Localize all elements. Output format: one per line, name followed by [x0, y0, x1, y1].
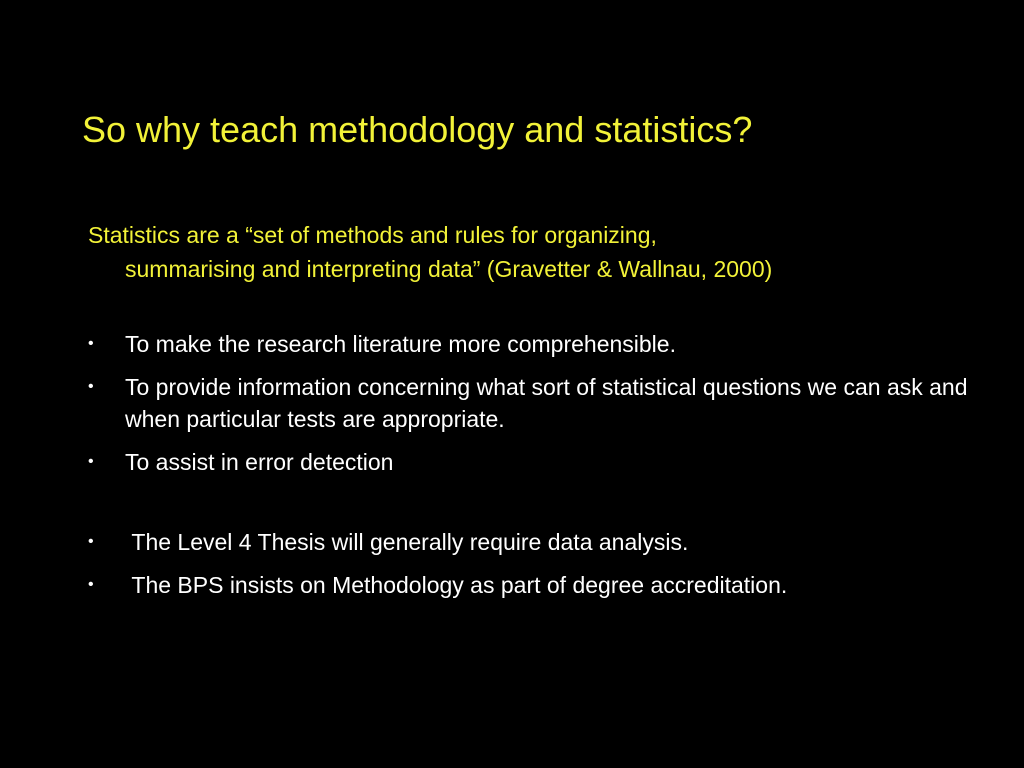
list-item — [88, 446, 988, 478]
reasons-list — [88, 328, 988, 489]
bullet-text: The Level 4 Thesis will generally require data analysis. — [125, 529, 689, 555]
list-item — [88, 328, 988, 360]
requirements-list — [88, 526, 988, 612]
list-item — [88, 371, 988, 435]
statistics-definition — [88, 218, 988, 286]
list-item — [88, 569, 988, 601]
bullet-text: The BPS insists on Methodology as part of degree accreditation. — [125, 572, 788, 598]
definition-line-1: Statistics are a “set of methods and rules for organizing, — [88, 222, 657, 248]
bullet-icon: • — [88, 453, 94, 470]
bullet-icon: • — [88, 335, 94, 352]
bullet-text: To assist in error detection — [125, 449, 394, 475]
bullet-icon: • — [88, 533, 94, 550]
list-item — [88, 526, 988, 558]
bullet-icon: • — [88, 378, 94, 395]
slide-title: So why teach methodology and statistics? — [82, 109, 753, 150]
bullet-text: To make the research literature more comprehensible. — [125, 331, 676, 357]
bullet-text: To provide information concerning what sort of statistical questions we can ask and when particular tests are appropriate. — [125, 374, 968, 432]
bullet-icon: • — [88, 576, 94, 593]
definition-line-2: summarising and interpreting data” (Gravetter & Wallnau, 2000) — [125, 256, 773, 282]
